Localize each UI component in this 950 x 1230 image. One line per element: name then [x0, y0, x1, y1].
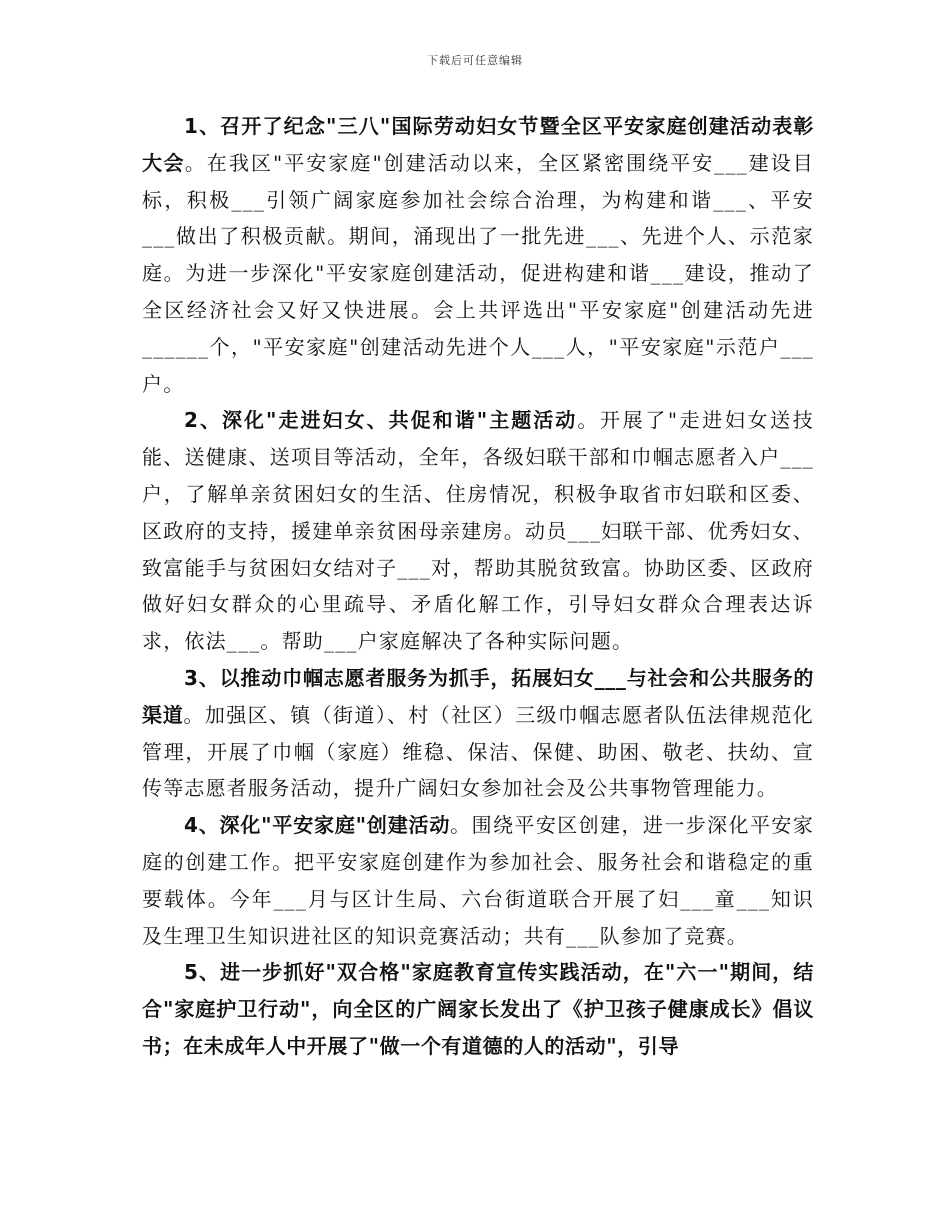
page-header: 下载后可任意编辑	[427, 54, 523, 67]
paragraph-5	[142, 954, 814, 1064]
paragraph-2-text: 。开展了"走进妇女送技能、送健康、送项目等活动，全年，各级妇联干部和巾帼志愿者入户___户，了解单亲贫困妇女的生活、住房情况，积极争取省市妇联和区委、区政府的支持，援建单亲贫困母亲建房。动员___妇联干部、优秀妇女、致富能手与贫困妇女结对子___对，帮助其脱贫致富。协助区委、区政府做好妇女群众的心里疏导、矛盾化解工作，引导妇女群众合理表达诉求，依法___。帮助___户家庭解决了各种实际问题。	[142, 408, 815, 654]
paragraph-1-heading: 1、召开了纪念"三八"国际劳动妇女节暨全区平安家庭创建活动表彰大会	[142, 114, 814, 175]
paragraph-5-heading: 5、进一步抓好"双合格"家庭教育宣传实践活动，在"六一"期间，结合"家庭护卫行动"，向全区的广阔家长发出了《护卫孩子健康成长》倡议书；在未成年人中开展了"做一个有道德的人的活动"，引导	[142, 960, 814, 1058]
paragraph-3	[142, 660, 814, 807]
paragraph-2	[142, 402, 814, 660]
document-body	[142, 108, 814, 1065]
paragraph-3-heading: 3、以推动巾帼志愿者服务为抓手，拓展妇女___与社会和公共服务的渠道	[142, 665, 814, 727]
paragraph-2-heading: 2、深化"走进妇女、共促和谐"主题活动	[184, 408, 578, 433]
paragraph-4-heading: 4、深化"平安家庭"创建活动	[184, 813, 451, 838]
paragraph-4	[142, 807, 814, 954]
paragraph-1	[142, 108, 814, 402]
paragraph-4-text: 。围绕平安区创建，进一步深化平安家庭的创建工作。把平安家庭创建作为参加社会、服务社会和谐稳定的重要载体。今年___月与区计生局、六台街道联合开展了妇___童___知识及生理卫生知识进社区的知识竞赛活动；共有___队参加了竞赛。	[142, 813, 815, 948]
paragraph-1-text: 。在我区"平安家庭"创建活动以来，全区紧密围绕平安___建设目标，积极___引领广阔家庭参加社会综合治理，为构建和谐___、平安___做出了积极贡献。期间，涌现出了一批先进___、先进个人、示范家庭。为进一步深化"平安家庭创建活动，促进构建和谐___建设，推动了全区经济社会又好又快进展。会上共评选出"平安家庭"创建活动先进______个，"平安家庭"创建活动先进个人___人，"平安家庭"示范户___户。	[142, 150, 814, 396]
paragraph-3-text: 。加强区、镇（街道）、村（社区）三级巾帼志愿者队伍法律规范化管理，开展了巾帼（家庭）维稳、保洁、保健、助困、敬老、扶幼、宣传等志愿者服务活动，提升广阔妇女参加社会及公共事物管理能力。	[142, 702, 815, 801]
